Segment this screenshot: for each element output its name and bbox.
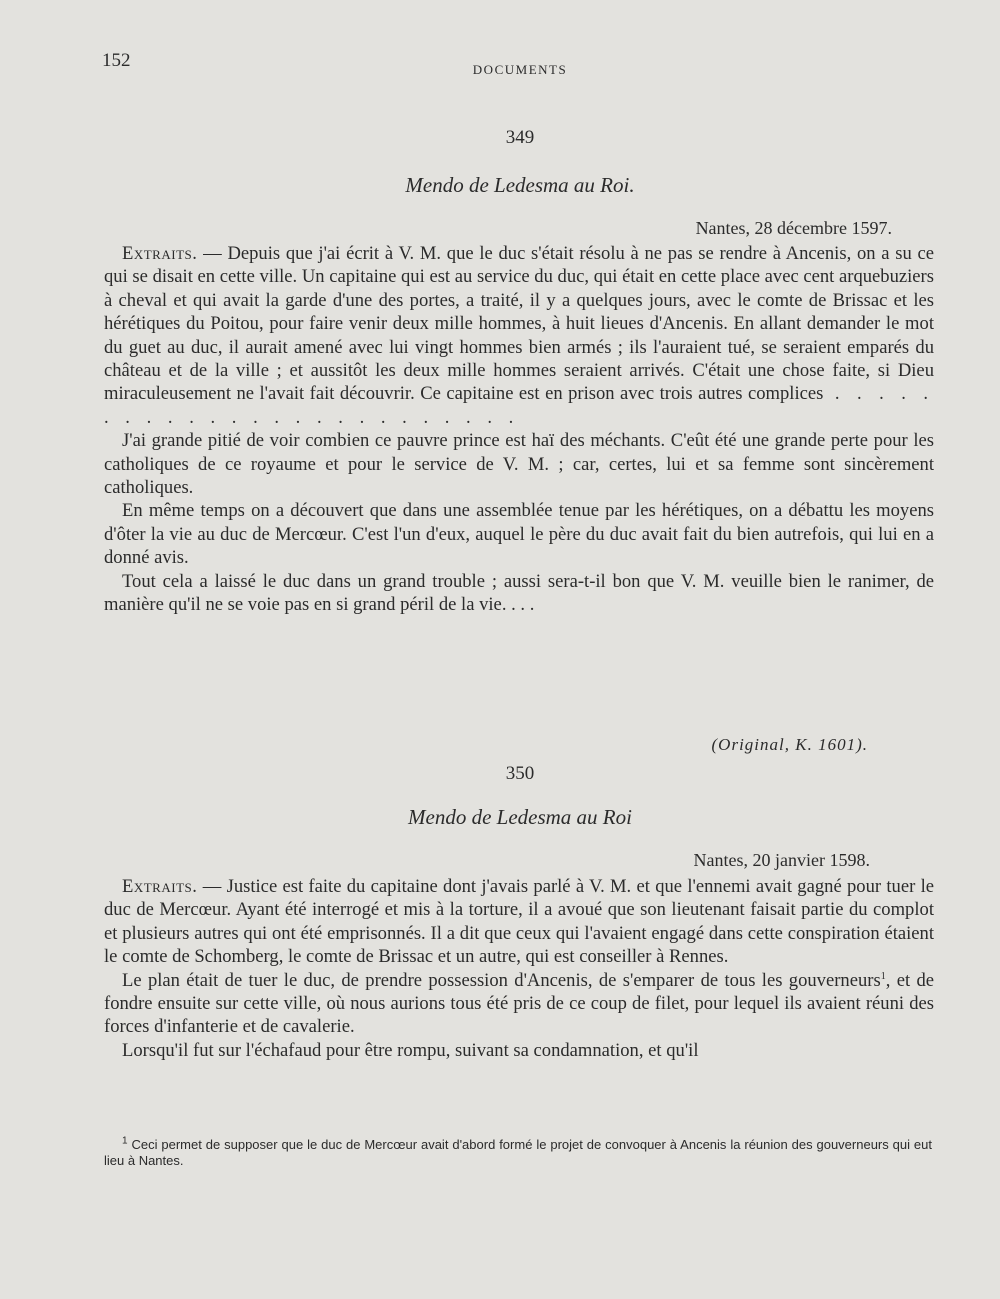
footnote [104, 1137, 932, 1169]
paragraph-text: , et de fondre ensuite sur cette ville, où nous aurions tous été pris de ce coup de filet, pour lequel ils avaient réuni des forces d'infanterie et de cavalerie. [104, 969, 935, 1038]
running-head: DOCUMENTS [472, 62, 568, 77]
paragraph: Lorsqu'il fut sur l'échafaud pour être rompu, suivant sa condamnation, et qu'il [122, 1039, 699, 1061]
paragraph-text: — Depuis que j'ai écrit à V. M. que le duc s'était résolu à ne pas se rendre à Ancenis, on a su ce qui se disait en cette ville. Un capitaine qui est au service du duc, qui était en cette place avec cent arquebuziers à cheval et qui avait la garde d'une des portes, a traité, il y a quelques jours, avec le comte de Brissac et les hérétiques du Poitou, pour faire venir deux mille hommes, à huit lieues d'Ancenis. En allant demander le mot du guet au duc, il aurait amené avec lui vingt hommes bien armés ; ils l'auraient tué, se seraient emparés du château et de la ville ; et aussitôt les deux mille hommes seraient arrivés. C'était une chose faite, si Dieu miraculeusement ne l'avait fait découvrir. Ce capitaine est en prison avec trois autres complices [104, 243, 934, 405]
footnote-text: Ceci permet de supposer que le duc de Mercœur avait d'abord formé le projet de convoquer à Ancenis la réunion des gouverneurs qui eut lieu à Nantes. [104, 1137, 932, 1168]
extraits-label: Extraits. [122, 243, 198, 264]
page-number: 152 [102, 50, 131, 71]
paragraph-text: — Justice est faite du capitaine dont j'avais parlé à V. M. et que l'ennemi avait gagné pour tuer le duc de Mercœur. Ayant été interrogé et mis à la torture, il a avoué que son lieutenant faisait partie du complot et plusieurs autres qui ont été emprisonnés. Il a dit que ceux qui l'avaient engagé dans cette conspiration étaient le comte de Schomberg, le comte de Brissac et un autre, qui est conseiller à Rennes. [104, 876, 934, 968]
paragraph [104, 875, 934, 969]
document-title: Mendo de Ledesma au Roi. [405, 173, 635, 197]
paragraph [104, 242, 934, 429]
document-body [104, 875, 934, 1062]
document-number: 350 [505, 763, 535, 784]
footnote-marker: 1 [122, 1135, 128, 1147]
source-citation: (Original, K. 1601). [711, 735, 868, 754]
paragraph-text: Le plan était de tuer le duc, de prendre possession d'Ancenis, de s'emparer de tous les gouverneurs [122, 969, 881, 991]
dateline: Nantes, 28 décembre 1597. [695, 218, 892, 238]
ellipsis: . . . . . . . . . . . . . . . . . . . . . . . . . [104, 383, 934, 428]
paragraph: Tout cela a laissé le duc dans un grand trouble ; aussi sera-t-il bon que V. M. veuille bien le ranimer, de manière qu'il ne se voie pas en si grand péril de la vie. . . . [104, 570, 934, 616]
extraits-label: Extraits. [122, 876, 198, 897]
paragraph: J'ai grande pitié de voir combien ce pauvre prince est haï des méchants. C'eût été une grande perte pour les catholiques de ce royaume et pour le service de V. M. ; car, certes, lui et sa femme sont sincèrement catholiques. [104, 430, 934, 499]
document-number: 349 [505, 127, 535, 148]
dateline: Nantes, 20 janvier 1598. [693, 850, 870, 870]
footnote-reference[interactable]: 1 [880, 970, 886, 982]
paragraph [104, 969, 934, 1039]
document-title: Mendo de Ledesma au Roi [408, 805, 632, 829]
document-body [104, 242, 934, 617]
paragraph: En même temps on a découvert que dans une assemblée tenue par les hérétiques, on a débattu les moyens d'ôter la vie au duc de Mercœur. C'est l'un d'eux, auquel le père du duc avait fait du bien autrefois, qui lui en a donné avis. [104, 500, 934, 569]
